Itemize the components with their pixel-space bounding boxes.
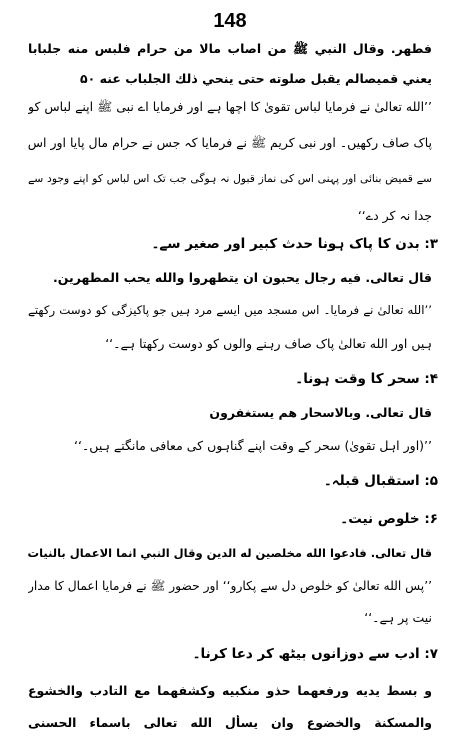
text-line-9: ’’الله تعالیٰ نے فرمایا۔ اس مسجد میں ایسے مرد ہیں جو پاکیزگی کو دوست رکھتے: [28, 303, 432, 317]
arabic-quote-6: قال تعالى. فادعوا الله مخلصين له الدين وقال النبي انما الاعمال بالنيات: [28, 546, 432, 560]
arabic-text-line-20: و بسط يديه ورفعهما حذو منكبيه وكشفهما مع التادب والخشوع: [28, 683, 432, 698]
arabic-quote-3: قال تعالى. فيه رجال يحبون ان يتطهروا والله يحب المطهرين.: [53, 270, 432, 285]
text-line-5: سے قمیض بنائی اور پہنی اس کی نماز قبول نہ ہوگی جب تک اس لباس کو اپنے وجود سے: [28, 172, 432, 185]
text-line-18: نیت پر ہے۔‘‘: [364, 610, 432, 625]
text-line-1: فطهر. وقال النبي ﷺ من اصاب مالا من حرام فلبس منه جلبابا: [28, 41, 432, 56]
text-line-2: يعني قميصالم يقبل صلوته حتى ينحي ذلك الجلباب عنه ۵۰: [80, 71, 432, 86]
section-heading-3: ۳: بدن کا پاک ہونا حدث کبیر اور صغیر سے۔: [151, 236, 438, 252]
text-line-3: ’’الله تعالیٰ نے فرمایا لباس تقویٰ کا اچھا ہے اور فرمایا اے نبی ﷺ اپنے لباس کو: [28, 99, 432, 114]
text-line-6: جدا نہ کر دے‘‘: [357, 208, 432, 223]
section-heading-7: ۷: ادب سے دوزانوں بیٹھ کر دعا کرنا۔: [192, 646, 438, 662]
text-line-10: ہیں اور الله تعالیٰ پاک صاف رہنے والوں کو دوست رکھتا ہے۔‘‘: [105, 336, 432, 351]
section-heading-5: ۵: استقبال قبلہ۔: [323, 473, 438, 489]
text-line-17: ’’پس الله تعالیٰ کو خلوص دل سے پکارو‘‘ اور حضور ﷺ نے فرمایا اعمال کا مدار: [28, 579, 432, 593]
arabic-text-line-21: والمسكنة والخضوع وان يسأل الله تعالى باسماء الحسنى: [28, 715, 432, 730]
text-line-13: ’’(اور اہل تقویٰ) سحر کے وقت اپنے گناہوں کی معافی مانگتے ہیں۔‘‘: [74, 438, 432, 453]
page-number: 148: [213, 10, 247, 32]
section-heading-4: ۴: سحر کا وقت ہونا۔: [295, 371, 438, 387]
arabic-quote-4: قال تعالى. وبالاسحار هم يستغفرون: [209, 405, 432, 420]
section-heading-6: ۶: خلوص نیت۔: [340, 511, 438, 527]
text-line-4: پاک صاف رکھیں۔ اور نبی کریم ﷺ نے فرمایا کہ جس نے حرام مال پایا اور اس: [28, 135, 432, 150]
